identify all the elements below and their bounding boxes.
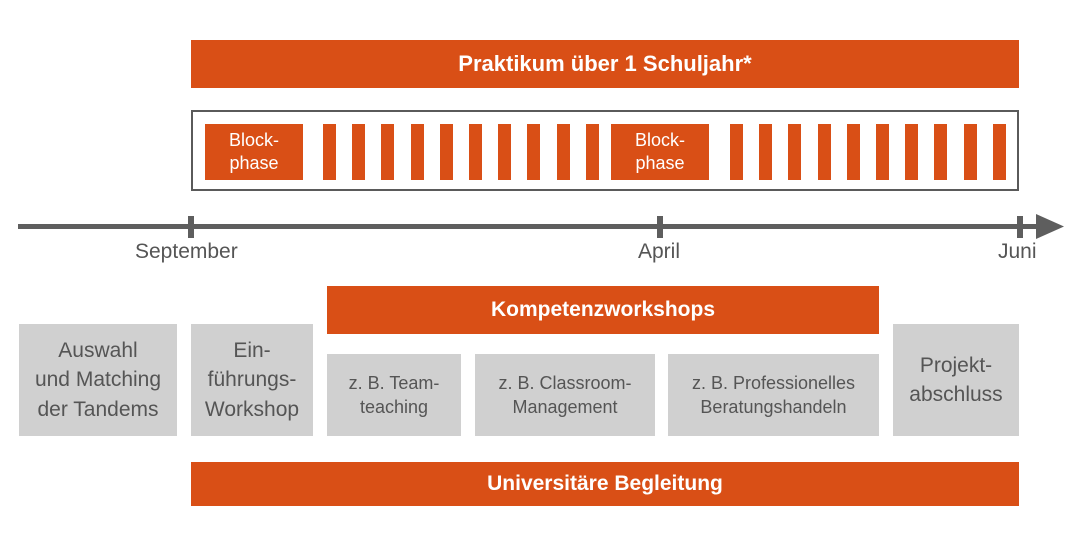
internship-title-bar: Praktikum über 1 Schuljahr* (191, 40, 1019, 88)
month-label-juni: Juni (998, 240, 1037, 263)
internship-day-stripe (352, 124, 365, 180)
internship-day-stripe (905, 124, 918, 180)
internship-day-stripe (759, 124, 772, 180)
internship-day-stripe (411, 124, 424, 180)
internship-day-stripe (818, 124, 831, 180)
internship-day-stripe (527, 124, 540, 180)
internship-day-stripe (498, 124, 511, 180)
timeline-axis (18, 224, 1040, 229)
tick-juni (1017, 216, 1023, 238)
project-end-box: Projekt- abschluss (893, 324, 1019, 436)
internship-day-stripe (440, 124, 453, 180)
tick-september (188, 216, 194, 238)
intro-workshop-box: Ein- führungs- Workshop (191, 324, 313, 436)
workshop-example-classroom-management: z. B. Classroom- Management (475, 354, 655, 436)
internship-day-stripe (730, 124, 743, 180)
internship-day-stripe (323, 124, 336, 180)
internship-day-stripe (381, 124, 394, 180)
workshop-example-counseling: z. B. Professionelles Beratungshandeln (668, 354, 879, 436)
internship-day-stripe (586, 124, 599, 180)
competence-workshops-bar: Kompetenzworkshops (327, 286, 879, 334)
block-phase-1: Block- phase (205, 124, 303, 180)
block-phase-2: Block- phase (611, 124, 709, 180)
university-support-bar: Universitäre Begleitung (191, 462, 1019, 506)
selection-matching-box: Auswahl und Matching der Tandems (19, 324, 177, 436)
internship-day-stripe (847, 124, 860, 180)
workshop-example-teamteaching: z. B. Team- teaching (327, 354, 461, 436)
month-label-april: April (638, 240, 681, 263)
timeline-arrow-icon (1036, 214, 1066, 239)
internship-day-stripe (557, 124, 570, 180)
month-label-september: September (135, 240, 238, 263)
internship-day-stripe (876, 124, 889, 180)
internship-schedule-frame (191, 110, 1019, 191)
tick-april (657, 216, 663, 238)
internship-day-stripe (964, 124, 977, 180)
internship-day-stripe (469, 124, 482, 180)
internship-day-stripe (934, 124, 947, 180)
internship-day-stripe (788, 124, 801, 180)
internship-day-stripe (993, 124, 1006, 180)
